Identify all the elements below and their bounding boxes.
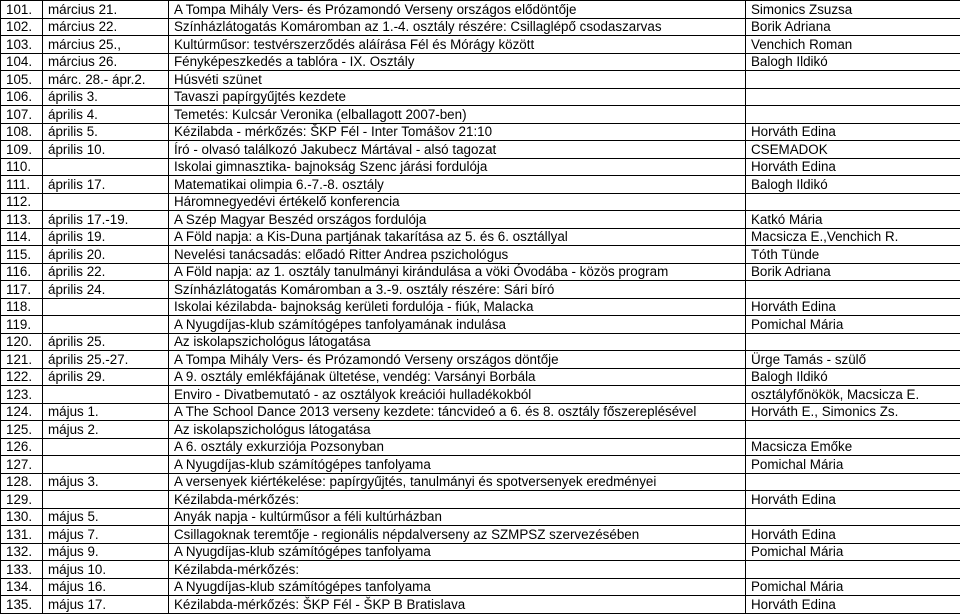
row-date-cell: április 22.	[43, 263, 169, 281]
row-date-cell: április 25.-27.	[43, 351, 169, 369]
row-date-cell	[43, 193, 169, 211]
row-responsible-cell: Balogh Ildikó	[746, 368, 960, 386]
row-number-cell: 128.	[1, 473, 43, 491]
row-date-cell: április 3.	[43, 88, 169, 106]
row-responsible-cell	[746, 508, 960, 526]
row-number-cell: 105.	[1, 71, 43, 89]
row-number-cell: 125.	[1, 421, 43, 439]
table-row	[1, 123, 960, 141]
row-date-cell	[43, 491, 169, 509]
row-responsible-cell	[746, 71, 960, 89]
row-event-cell: A Nyugdíjas-klub számítógépes tanfolyama	[169, 456, 746, 474]
row-event-cell: A versenyek kiértékelése: papírgyűjtés, tanulmányi és spotversenyek eredményei	[169, 473, 746, 491]
row-responsible-cell: Borik Adriana	[746, 18, 960, 36]
row-number-cell: 127.	[1, 456, 43, 474]
table-row	[1, 596, 960, 614]
row-event-cell: Kézilabda - mérkőzés: ŠKP Fél - Inter Tomášov 21:10	[169, 123, 746, 141]
row-responsible-cell: Pomichal Mária	[746, 456, 960, 474]
row-event-cell: Az iskolapszichológus látogatása	[169, 333, 746, 351]
row-event-cell: Az iskolapszichológus látogatása	[169, 421, 746, 439]
row-event-cell: Anyák napja - kultúrműsor a féli kultúrházban	[169, 508, 746, 526]
row-event-cell: A Szép Magyar Beszéd országos fordulója	[169, 211, 746, 229]
row-responsible-cell: Macsicza Emőke	[746, 438, 960, 456]
row-event-cell: A Tompa Mihály Vers- és Prózamondó Verseny országos döntője	[169, 351, 746, 369]
row-responsible-cell: Tóth Tünde	[746, 246, 960, 264]
row-responsible-cell: Horváth Edina	[746, 298, 960, 316]
row-number-cell: 129.	[1, 491, 43, 509]
table-row	[1, 543, 960, 561]
table-row	[1, 316, 960, 334]
row-number-cell: 134.	[1, 578, 43, 596]
row-date-cell: március 26.	[43, 53, 169, 71]
row-date-cell: május 7.	[43, 526, 169, 544]
row-event-cell: Matematikai olimpia 6.-7.-8. osztály	[169, 176, 746, 194]
table-row	[1, 176, 960, 194]
row-date-cell: április 24.	[43, 281, 169, 299]
row-date-cell: május 2.	[43, 421, 169, 439]
table-row	[1, 333, 960, 351]
row-number-cell: 115.	[1, 246, 43, 264]
row-responsible-cell: Horváth Edina	[746, 491, 960, 509]
row-number-cell: 120.	[1, 333, 43, 351]
table-row	[1, 18, 960, 36]
row-number-cell: 107.	[1, 106, 43, 124]
row-responsible-cell	[746, 421, 960, 439]
row-event-cell: A Föld napja: az 1. osztály tanulmányi kirándulása a vöki Óvodába - közös program	[169, 263, 746, 281]
row-event-cell: Színházlátogatás Komáromban az 1.-4. osztály részére: Csillaglépő csodaszarvas	[169, 18, 746, 36]
row-date-cell: május 5.	[43, 508, 169, 526]
row-event-cell: Kézilabda-mérkőzés:	[169, 491, 746, 509]
table-row	[1, 158, 960, 176]
row-number-cell: 108.	[1, 123, 43, 141]
row-responsible-cell: Horváth Edina	[746, 526, 960, 544]
table-row	[1, 246, 960, 264]
row-date-cell: május 17.	[43, 596, 169, 614]
table-row	[1, 508, 960, 526]
row-number-cell: 102.	[1, 18, 43, 36]
row-number-cell: 111.	[1, 176, 43, 194]
row-responsible-cell	[746, 193, 960, 211]
row-number-cell: 119.	[1, 316, 43, 334]
row-date-cell: április 17.	[43, 176, 169, 194]
row-responsible-cell: Ürge Tamás - szülő	[746, 351, 960, 369]
table-row	[1, 193, 960, 211]
row-number-cell: 123.	[1, 386, 43, 404]
row-responsible-cell: Horváth Edina	[746, 158, 960, 176]
row-date-cell: április 25.	[43, 333, 169, 351]
row-responsible-cell: Balogh Ildikó	[746, 53, 960, 71]
row-number-cell: 113.	[1, 211, 43, 229]
row-responsible-cell	[746, 88, 960, 106]
row-event-cell: Nevelési tanácsadás: előadó Ritter Andrea pszichológus	[169, 246, 746, 264]
row-number-cell: 112.	[1, 193, 43, 211]
row-date-cell: április 4.	[43, 106, 169, 124]
row-event-cell: A Nyugdíjas-klub számítógépes tanfolyama	[169, 543, 746, 561]
row-number-cell: 117.	[1, 281, 43, 299]
row-responsible-cell: Horváth Edina	[746, 123, 960, 141]
table-row	[1, 228, 960, 246]
row-responsible-cell	[746, 473, 960, 491]
row-event-cell: Színházlátogatás Komáromban a 3.-9. osztály részére: Sári bíró	[169, 281, 746, 299]
table-row	[1, 351, 960, 369]
table-row	[1, 578, 960, 596]
table-row	[1, 456, 960, 474]
row-date-cell	[43, 438, 169, 456]
table-row	[1, 281, 960, 299]
row-number-cell: 121.	[1, 351, 43, 369]
row-event-cell: Tavaszi papírgyűjtés kezdete	[169, 88, 746, 106]
row-number-cell: 101.	[1, 1, 43, 19]
row-event-cell: Kultúrműsor: testvérszerződés aláírása Fél és Mórágy között	[169, 36, 746, 54]
row-number-cell: 109.	[1, 141, 43, 159]
row-event-cell: Enviro - Divatbemutató - az osztályok kreációi hulladékokból	[169, 386, 746, 404]
row-event-cell: Kézilabda-mérkőzés:	[169, 561, 746, 579]
table-row	[1, 53, 960, 71]
row-responsible-cell: Horváth Edina	[746, 596, 960, 614]
table-row	[1, 71, 960, 89]
table-row	[1, 403, 960, 421]
row-responsible-cell	[746, 281, 960, 299]
row-number-cell: 104.	[1, 53, 43, 71]
row-event-cell: A Föld napja: a Kis-Duna partjának takarítása az 5. és 6. osztállyal	[169, 228, 746, 246]
row-date-cell	[43, 158, 169, 176]
table-row	[1, 36, 960, 54]
row-number-cell: 135.	[1, 596, 43, 614]
row-responsible-cell: Macsicza E.,Venchich R.	[746, 228, 960, 246]
table-row	[1, 421, 960, 439]
row-number-cell: 118.	[1, 298, 43, 316]
row-number-cell: 130.	[1, 508, 43, 526]
row-responsible-cell: Horváth E., Simonics Zs.	[746, 403, 960, 421]
row-responsible-cell: CSEMADOK	[746, 141, 960, 159]
row-responsible-cell: Simonics Zsuzsa	[746, 1, 960, 19]
row-date-cell: május 3.	[43, 473, 169, 491]
table-row	[1, 211, 960, 229]
row-event-cell: A 9. osztály emlékfájának ültetése, vendég: Varsányi Borbála	[169, 368, 746, 386]
table-row	[1, 368, 960, 386]
row-date-cell	[43, 456, 169, 474]
row-event-cell: A 6. osztály exkurziója Pozsonyban	[169, 438, 746, 456]
table-row	[1, 263, 960, 281]
row-responsible-cell: Pomichal Mária	[746, 316, 960, 334]
row-number-cell: 132.	[1, 543, 43, 561]
row-number-cell: 124.	[1, 403, 43, 421]
row-responsible-cell	[746, 106, 960, 124]
row-date-cell: május 16.	[43, 578, 169, 596]
row-event-cell: Csillagoknak teremtője - regionális népdalverseny az SZMPSZ szervezésében	[169, 526, 746, 544]
row-event-cell: A The School Dance 2013 verseny kezdete: táncvideó a 6. és 8. osztály főszereplésével	[169, 403, 746, 421]
row-responsible-cell: Venchich Roman	[746, 36, 960, 54]
row-number-cell: 106.	[1, 88, 43, 106]
table-row	[1, 526, 960, 544]
row-responsible-cell: Pomichal Mária	[746, 543, 960, 561]
table-row	[1, 298, 960, 316]
row-date-cell: március 22.	[43, 18, 169, 36]
row-date-cell: április 29.	[43, 368, 169, 386]
row-number-cell: 110.	[1, 158, 43, 176]
row-date-cell: március 25.,	[43, 36, 169, 54]
row-date-cell: márc. 28.- ápr.2.	[43, 71, 169, 89]
row-event-cell: A Nyugdíjas-klub számítógépes tanfolyama	[169, 578, 746, 596]
row-number-cell: 103.	[1, 36, 43, 54]
row-event-cell: Iskolai kézilabda- bajnokság kerületi fordulója - fiúk, Malacka	[169, 298, 746, 316]
events-table-body	[1, 1, 960, 614]
row-event-cell: Fényképeszkedés a tablóra - IX. Osztály	[169, 53, 746, 71]
row-number-cell: 126.	[1, 438, 43, 456]
row-event-cell: A Tompa Mihály Vers- és Prózamondó Verseny országos elődöntője	[169, 1, 746, 19]
row-responsible-cell	[746, 561, 960, 579]
row-date-cell: április 17.-19.	[43, 211, 169, 229]
table-row	[1, 473, 960, 491]
table-row	[1, 1, 960, 19]
row-responsible-cell: Katkó Mária	[746, 211, 960, 229]
row-date-cell: május 9.	[43, 543, 169, 561]
row-responsible-cell: Pomichal Mária	[746, 578, 960, 596]
table-row	[1, 561, 960, 579]
row-date-cell: május 10.	[43, 561, 169, 579]
table-row	[1, 106, 960, 124]
row-responsible-cell: Borik Adriana	[746, 263, 960, 281]
row-event-cell: Író - olvasó találkozó Jakubecz Mártával - alsó tagozat	[169, 141, 746, 159]
row-event-cell: Iskolai gimnasztika- bajnokság Szenc járási fordulója	[169, 158, 746, 176]
row-responsible-cell	[746, 333, 960, 351]
row-date-cell: április 5.	[43, 123, 169, 141]
row-date-cell	[43, 386, 169, 404]
row-number-cell: 122.	[1, 368, 43, 386]
row-date-cell: május 1.	[43, 403, 169, 421]
row-event-cell: Háromnegyedévi értékelő konferencia	[169, 193, 746, 211]
row-responsible-cell: osztályfőnökök, Macsicza E.	[746, 386, 960, 404]
table-row	[1, 386, 960, 404]
row-event-cell: A Nyugdíjas-klub számítógépes tanfolyamának indulása	[169, 316, 746, 334]
table-row	[1, 438, 960, 456]
row-number-cell: 131.	[1, 526, 43, 544]
row-date-cell: március 21.	[43, 1, 169, 19]
row-number-cell: 116.	[1, 263, 43, 281]
row-date-cell: április 10.	[43, 141, 169, 159]
table-row	[1, 88, 960, 106]
row-number-cell: 133.	[1, 561, 43, 579]
row-date-cell: április 19.	[43, 228, 169, 246]
table-row	[1, 141, 960, 159]
row-number-cell: 114.	[1, 228, 43, 246]
row-event-cell: Temetés: Kulcsár Veronika (elballagott 2007-ben)	[169, 106, 746, 124]
row-date-cell	[43, 298, 169, 316]
row-responsible-cell: Balogh Ildikó	[746, 176, 960, 194]
row-event-cell: Kézilabda-mérkőzés: ŠKP Fél - ŠKP B Bratislava	[169, 596, 746, 614]
row-event-cell: Húsvéti szünet	[169, 71, 746, 89]
row-date-cell	[43, 316, 169, 334]
table-row	[1, 491, 960, 509]
row-date-cell: április 20.	[43, 246, 169, 264]
